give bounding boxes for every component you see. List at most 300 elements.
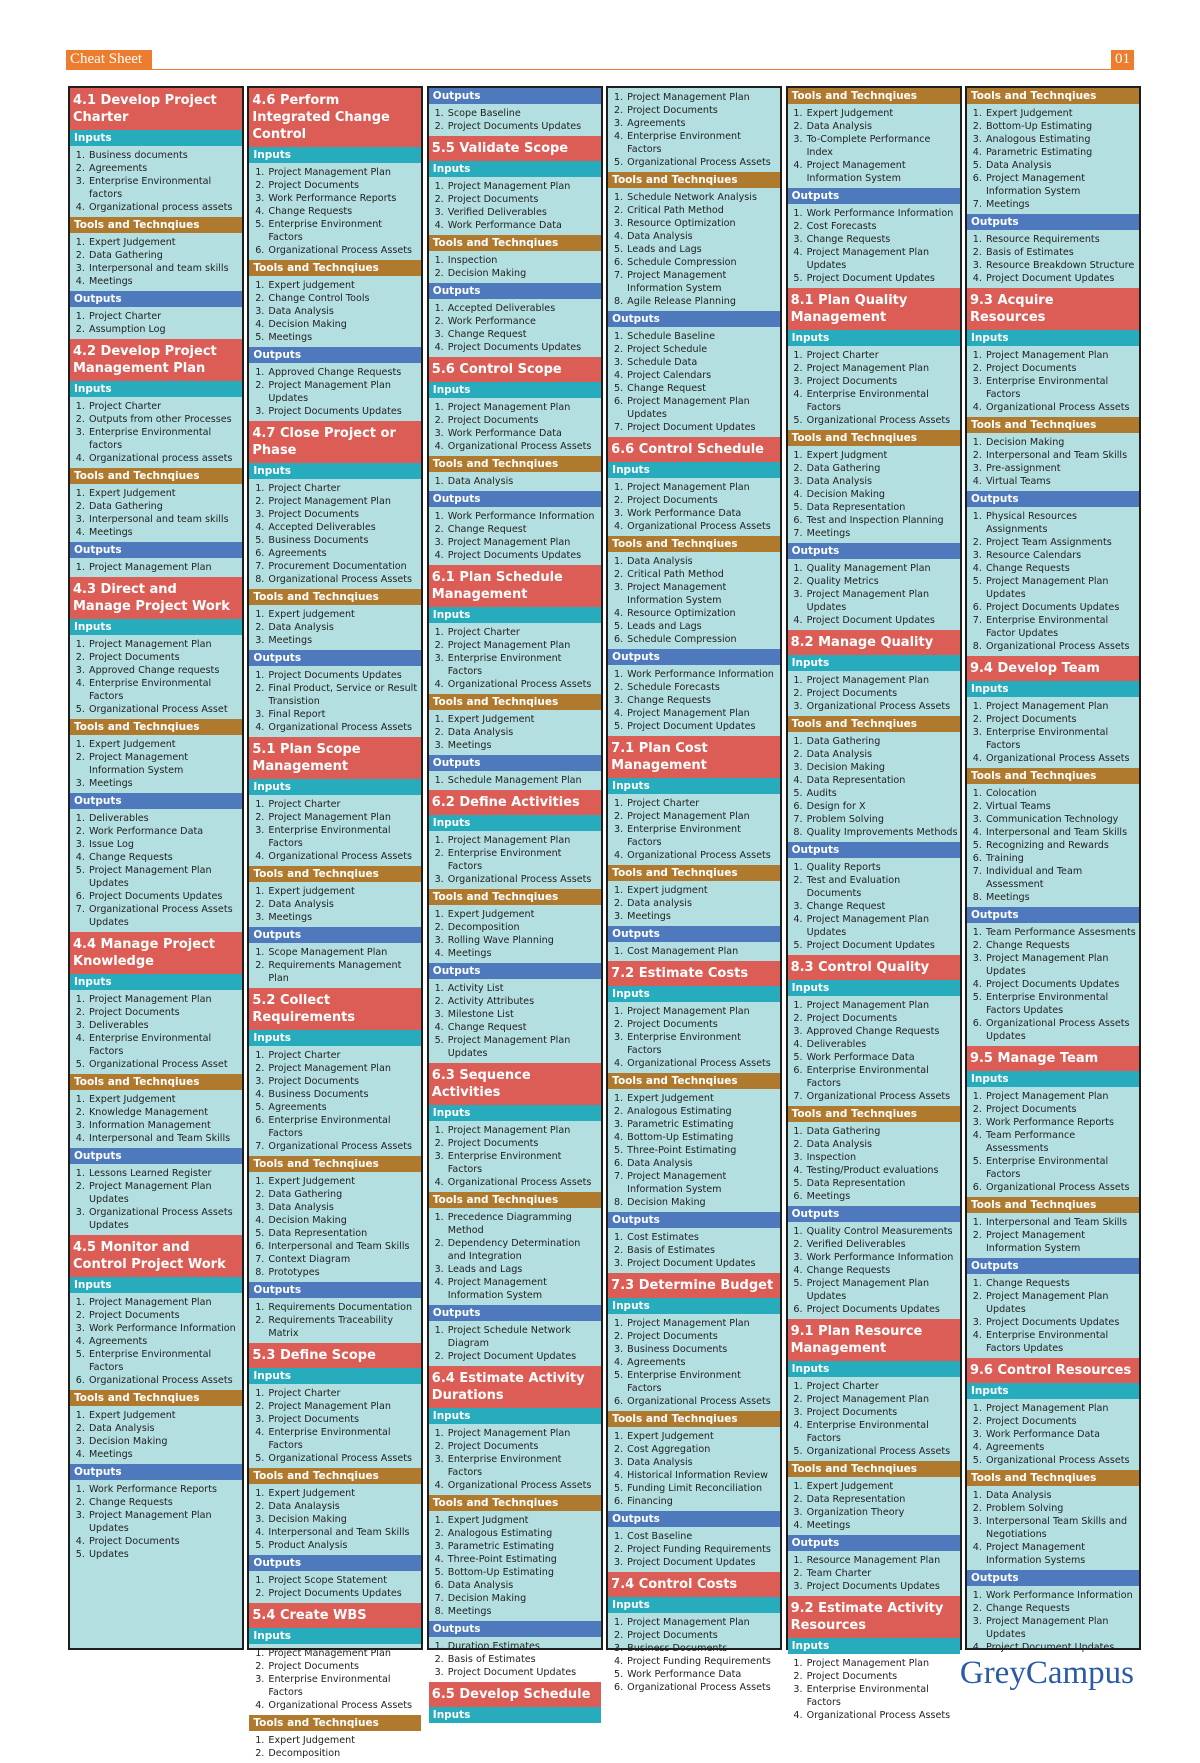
list-item: 2. Change Request <box>447 523 599 536</box>
item-list <box>70 1406 242 1464</box>
group-header: Tools and Technqiues <box>608 1073 780 1089</box>
list-item: 3. Project Documents Updates <box>267 405 419 418</box>
list-item: 4. Project Management Information Systems <box>985 1541 1137 1567</box>
item-list <box>788 446 960 543</box>
item-list <box>608 88 780 172</box>
item-list <box>429 710 601 755</box>
list-item: 1. Project Charter <box>626 797 778 810</box>
item-list <box>249 666 421 737</box>
list-item: 2. Final Product, Service or Result Transistion <box>267 682 419 708</box>
list-item: 3. Parametric Estimating <box>626 1118 778 1131</box>
list-item: 2. Project Documents <box>806 1012 958 1025</box>
list-item: 7. Individual and Team Assessment <box>985 865 1137 891</box>
list-item: 2. Project Management Plan <box>267 811 419 824</box>
item-list <box>70 397 242 468</box>
list-item: 2. Project Documents <box>447 193 599 206</box>
group-header: Tools and Technqiues <box>429 456 601 472</box>
group-header: Outputs <box>608 1511 780 1527</box>
list-item: 1. Change Requests <box>985 1277 1137 1290</box>
process-title: 5.1 Plan Scope Management <box>249 737 421 779</box>
list-item: 3. Data Analysis <box>267 1201 419 1214</box>
list-item: 2. Agreements <box>88 162 240 175</box>
group-header: Outputs <box>70 793 242 809</box>
list-item: 3. Leads and Lags <box>447 1263 599 1276</box>
list-item: 1. Activity List <box>447 982 599 995</box>
list-item: 4. Three-Point Estimating <box>447 1553 599 1566</box>
group-header: Outputs <box>429 963 601 979</box>
list-item: 3. Work Performance Data <box>626 507 778 520</box>
process-section <box>429 88 601 136</box>
list-item: 6. Project Management Plan Updates <box>626 395 778 421</box>
process-section <box>608 961 780 1273</box>
list-item: 1. Project Management Plan <box>447 401 599 414</box>
list-item: 6. Training <box>985 852 1137 865</box>
list-item: 4. Project Management Information System <box>447 1276 599 1302</box>
item-list <box>249 1731 421 1763</box>
column-6 <box>965 86 1141 1653</box>
process-title: 6.3 Sequence Activities <box>429 1063 601 1105</box>
list-item: 4. Enterprise Environmental Factors <box>806 388 958 414</box>
item-list <box>429 905 601 963</box>
list-item: 3. Work Performance Information <box>88 1322 240 1335</box>
item-list <box>608 1002 780 1073</box>
list-item: 2. Change Requests <box>985 939 1137 952</box>
item-list <box>249 1298 421 1343</box>
list-item: 2. Test and Evaluation Documents <box>806 874 958 900</box>
list-item: 2. Project Documents <box>985 713 1137 726</box>
list-item: 1. Expert Judgement <box>267 1175 419 1188</box>
group-header: Tools and Technqiues <box>967 88 1139 104</box>
list-item: 4. Data Analysis <box>626 230 778 243</box>
list-item: 2. Project Management Plan <box>806 1393 958 1406</box>
process-title: 6.2 Define Activities <box>429 790 601 815</box>
list-item: 2. Quality Metrics <box>806 575 958 588</box>
list-item: 1. Data Gathering <box>806 1125 958 1138</box>
group-header: Outputs <box>249 1282 421 1298</box>
group-header: Outputs <box>429 1621 601 1637</box>
list-item: 2. Data Analysis <box>447 726 599 739</box>
item-list <box>70 558 242 577</box>
process-section <box>788 88 960 288</box>
list-item: 3. Data Analysis <box>626 1456 778 1469</box>
list-item: 4. Meetings <box>806 1519 958 1532</box>
list-item: 4. Organizational Process Assets <box>267 850 419 863</box>
list-item: 2. Project Documents <box>88 1006 240 1019</box>
list-item: 3. Work Performance Reports <box>267 192 419 205</box>
process-title: 9.1 Plan Resource Management <box>788 1319 960 1361</box>
list-item: 2. Project Management Plan <box>447 639 599 652</box>
list-item: 4. Parametric Estimating <box>985 146 1137 159</box>
list-item: 6. Project Management Information System <box>985 172 1137 198</box>
list-item: 1. Project Management Plan <box>626 1005 778 1018</box>
list-item: 5. Work Performance Data <box>626 1668 778 1681</box>
item-list <box>788 559 960 630</box>
group-header: Inputs <box>608 778 780 794</box>
list-item: 6. Organizational Process Assets <box>626 1395 778 1408</box>
list-item: 2. Project Documents <box>626 1330 778 1343</box>
list-item: 3. Data Analysis <box>806 475 958 488</box>
group-header: Inputs <box>429 815 601 831</box>
list-item: 2. Decomposition <box>267 1747 419 1760</box>
process-title: 6.6 Control Schedule <box>608 437 780 462</box>
process-title: 8.2 Manage Quality <box>788 630 960 655</box>
list-item: 7. Enterprise Environmental Factor Updates <box>985 614 1137 640</box>
item-list <box>608 1527 780 1572</box>
list-item: 6. Schedule Compression <box>626 633 778 646</box>
list-item: 1. Work Performance Information <box>985 1589 1137 1602</box>
list-item: 8. Prototypes <box>267 1266 419 1279</box>
process-title: 5.2 Collect Requirements <box>249 988 421 1030</box>
list-item: 4. Project Management Plan <box>626 707 778 720</box>
list-item: 1. Expert Judgement <box>267 1487 419 1500</box>
list-item: 4. Enterprise Environmental Factors <box>806 1419 958 1445</box>
list-item: 5. Project Document Updates <box>806 939 958 952</box>
list-item: 4. Team Performance Assessments <box>985 1129 1137 1155</box>
process-section <box>70 932 242 1235</box>
item-list <box>249 943 421 988</box>
list-item: 2. Cost Forecasts <box>806 220 958 233</box>
list-item: 5. Enterprise Environmental Factors <box>985 1155 1137 1181</box>
list-item: 7. Problem Solving <box>806 813 958 826</box>
item-list <box>967 1274 1139 1358</box>
list-item: 2. Data Analysis <box>88 1422 240 1435</box>
list-item: 2. Project Documents <box>626 494 778 507</box>
list-item: 1. Project Charter <box>267 1049 419 1062</box>
list-item: 6. Data Analysis <box>626 1157 778 1170</box>
list-item: 1. Requirements Documentation <box>267 1301 419 1314</box>
list-item: 3. Project Documents <box>267 1413 419 1426</box>
group-header: Inputs <box>967 1071 1139 1087</box>
list-item: 1. Project Charter <box>447 626 599 639</box>
list-item: 5. Three-Point Estimating <box>626 1144 778 1157</box>
list-item: 5. Project Document Updates <box>806 272 958 285</box>
list-item: 2. Project Management Information System <box>985 1229 1137 1255</box>
list-item: 3. Analogous Estimating <box>985 133 1137 146</box>
list-item: 3. Decision Making <box>267 1513 419 1526</box>
list-item: 2. Decision Making <box>447 267 599 280</box>
item-list <box>788 1551 960 1596</box>
list-item: 7. Meetings <box>806 527 958 540</box>
cheat-sheet-label: Cheat Sheet <box>66 50 152 69</box>
list-item: 6. Interpersonal and Team Skills <box>267 1240 419 1253</box>
item-list <box>429 299 601 357</box>
group-header: Outputs <box>788 543 960 559</box>
list-item: 4. Meetings <box>88 526 240 539</box>
item-list <box>608 1228 780 1273</box>
group-header: Inputs <box>70 381 242 397</box>
process-title: 6.5 Develop Schedule <box>429 1682 601 1707</box>
list-item: 4. Accepted Deliverables <box>267 521 419 534</box>
list-item: 2. Project Documents <box>267 1660 419 1673</box>
list-item: 3. Business Documents <box>626 1343 778 1356</box>
list-item: 4. Interpersonal and Team Skills <box>267 1526 419 1539</box>
process-section <box>788 1596 960 1725</box>
list-item: 4. Organizational Process Assets <box>267 1699 419 1712</box>
item-list <box>429 251 601 283</box>
group-header: Tools and Technqiues <box>429 1192 601 1208</box>
list-item: 3. Enterprise Environment Factors <box>626 1031 778 1057</box>
item-list <box>70 735 242 793</box>
item-list <box>249 479 421 589</box>
process-title: 6.1 Plan Schedule Management <box>429 565 601 607</box>
list-item: 3. Enterprise Environment Factors <box>447 1150 599 1176</box>
group-header: Tools and Technqiues <box>429 694 601 710</box>
list-item: 6. Meetings <box>806 1190 958 1203</box>
list-item: 2. Dependency Determination and Integration <box>447 1237 599 1263</box>
list-item: 7. Organizational Process Assets Updates <box>88 903 240 929</box>
list-item: 1. Work Performance Information <box>806 207 958 220</box>
item-list <box>608 1089 780 1212</box>
list-item: 4. Virtual Teams <box>985 475 1137 488</box>
item-list <box>788 346 960 430</box>
list-item: 2. Project Documents <box>626 1018 778 1031</box>
item-list <box>249 276 421 347</box>
item-list <box>788 204 960 288</box>
list-item: 1. Expert judgment <box>626 884 778 897</box>
list-item: 3. Enterprise Environmental Factors <box>267 1673 419 1699</box>
list-item: 1. Project Management Plan <box>806 674 958 687</box>
list-item: 2. Interpersonal and Team Skills <box>985 449 1137 462</box>
item-list <box>70 484 242 542</box>
list-item: 5. Organizational Process Assets <box>985 1454 1137 1467</box>
group-header: Inputs <box>70 619 242 635</box>
process-title: 4.4 Manage Project Knowledge <box>70 932 242 974</box>
list-item: 3. Change Request <box>806 900 958 913</box>
list-item: 4. Historical Information Review <box>626 1469 778 1482</box>
list-item: 4. Data Representation <box>806 774 958 787</box>
process-section <box>429 1063 601 1366</box>
list-item: 1. Expert Judgement <box>88 738 240 751</box>
list-item: 1. Project Management Plan <box>985 700 1137 713</box>
list-item: 1. Project Management Plan <box>985 349 1137 362</box>
list-item: 1. Quality Reports <box>806 861 958 874</box>
list-item: 3. Project Documents <box>806 375 958 388</box>
list-item: 3. Interpersonal and team skills <box>88 262 240 275</box>
list-item: 4. Organizational Process Assets <box>626 1057 778 1070</box>
item-list <box>967 507 1139 656</box>
list-item: 7. Project Management Information System <box>626 269 778 295</box>
list-item: 8. Organizational Process Assets <box>985 640 1137 653</box>
brand-logo: GreyCampus <box>959 1655 1134 1691</box>
list-item: 4. Resource Optimization <box>626 607 778 620</box>
item-list <box>429 1208 601 1305</box>
process-section <box>608 1273 780 1572</box>
list-item: 2. Project Management Plan <box>267 495 419 508</box>
list-item: 2. Project Documents <box>626 1629 778 1642</box>
group-header: Inputs <box>70 974 242 990</box>
item-list <box>429 507 601 565</box>
process-section <box>967 656 1139 1046</box>
item-list <box>967 1399 1139 1470</box>
item-list <box>967 923 1139 1046</box>
list-item: 3. Organizational Process Assets <box>447 873 599 886</box>
process-title: 8.1 Plan Quality Management <box>788 288 960 330</box>
list-item: 5. Business Documents <box>267 534 419 547</box>
list-item: 1. Project Management Plan <box>626 481 778 494</box>
list-item: 1. Scope Management Plan <box>267 946 419 959</box>
group-header: Tools and Technqiues <box>70 719 242 735</box>
list-item: 4. Decision Making <box>806 488 958 501</box>
list-item: 1. Project Charter <box>88 400 240 413</box>
list-item: 4. Organizational process assets <box>88 201 240 214</box>
item-list <box>608 1613 780 1697</box>
list-item: 6. Agreements <box>267 547 419 560</box>
list-item: 3. Work Performance Information <box>806 1251 958 1264</box>
list-item: 2. Outputs from other Processes <box>88 413 240 426</box>
list-item: 4. Decision Making <box>267 1214 419 1227</box>
list-item: 1. Project Management Plan <box>626 91 778 104</box>
list-item: 6. Enterprise Environmental Factors <box>806 1064 958 1090</box>
list-item: 5. Updates <box>88 1548 240 1561</box>
item-list <box>788 996 960 1106</box>
list-item: 3. Project Documents <box>267 508 419 521</box>
group-header: Inputs <box>249 463 421 479</box>
item-list <box>608 665 780 736</box>
list-item: 3. Change Requests <box>806 233 958 246</box>
list-item: 2. Project Schedule <box>626 343 778 356</box>
list-item: 2. Change Control Tools <box>267 292 419 305</box>
list-item: 2. Bottom-Up Estimating <box>985 120 1137 133</box>
list-item: 8. Organizational Process Assets <box>267 573 419 586</box>
column-3 <box>427 86 603 1721</box>
list-item: 3. Project Document Updates <box>447 1666 599 1679</box>
list-item: 1. Project Management Plan <box>447 180 599 193</box>
group-header: Inputs <box>967 681 1139 697</box>
list-item: 3. Interpersonal and team skills <box>88 513 240 526</box>
list-item: 5. Change Request <box>626 382 778 395</box>
group-header: Inputs <box>788 655 960 671</box>
group-header: Outputs <box>429 88 601 104</box>
list-item: 5. Organizational Process Assets <box>626 156 778 169</box>
group-header: Tools and Technqiues <box>70 1390 242 1406</box>
list-item: 4. Change Requests <box>806 1264 958 1277</box>
process-section <box>70 1235 242 1564</box>
list-item: 1. Project Management Plan <box>88 1296 240 1309</box>
item-list <box>429 979 601 1063</box>
list-item: 2. Project Documents <box>88 1309 240 1322</box>
group-header: Outputs <box>967 491 1139 507</box>
list-item: 1. Project Management Plan <box>447 1124 599 1137</box>
list-item: 7. Project Document Updates <box>626 421 778 434</box>
list-item: 5. Meetings <box>267 331 419 344</box>
group-header: Inputs <box>788 980 960 996</box>
item-list <box>70 146 242 217</box>
list-item: 2. Project Management Plan Updates <box>985 1290 1137 1316</box>
list-item: 4. Interpersonal and Team Skills <box>985 826 1137 839</box>
item-list <box>249 363 421 421</box>
list-item: 3. Business Documents <box>626 1642 778 1655</box>
process-title: 6.4 Estimate Activity Durations <box>429 1366 601 1408</box>
list-item: 6. Project Documents Updates <box>985 601 1137 614</box>
list-item: 3. Enterprise Environment Factors <box>447 1453 599 1479</box>
list-item: 5. Project Management Plan Updates <box>806 1277 958 1303</box>
list-item: 3. Enterprise Environmental Factors <box>267 824 419 850</box>
list-item: 7. Organizational Process Assets <box>806 1090 958 1103</box>
list-item: 2. Project Documents Updates <box>267 1587 419 1600</box>
list-item: 1. Project Charter <box>806 349 958 362</box>
list-item: 3. Organization Theory <box>806 1506 958 1519</box>
list-item: 3. Resource Optimization <box>626 217 778 230</box>
list-item: 4. Bottom-Up Estimating <box>626 1131 778 1144</box>
list-item: 2. Analogous Estimating <box>626 1105 778 1118</box>
item-list <box>967 104 1139 214</box>
list-item: 3. Work Performance Data <box>985 1428 1137 1441</box>
list-item: 4. Project Calendars <box>626 369 778 382</box>
list-item: 1. Project Management Plan <box>806 1657 958 1670</box>
list-item: 2. Enterprise Environment Factors <box>447 847 599 873</box>
list-item: 1. Project Management Plan <box>806 999 958 1012</box>
process-section <box>608 437 780 736</box>
list-item: 2. Project Documents <box>806 1670 958 1683</box>
process-title: 9.6 Control Resources <box>967 1358 1139 1383</box>
list-item: 1. Data Analysis <box>985 1489 1137 1502</box>
group-header: Tools and Technqiues <box>70 217 242 233</box>
list-item: 4. Testing/Product evaluations <box>806 1164 958 1177</box>
process-section <box>967 1358 1139 1657</box>
list-item: 5. Agreements <box>267 1101 419 1114</box>
item-list <box>788 732 960 842</box>
list-item: 3. Parametric Estimating <box>447 1540 599 1553</box>
group-header: Outputs <box>788 1206 960 1222</box>
group-header: Outputs <box>788 1535 960 1551</box>
process-section <box>70 577 242 932</box>
group-header: Tools and Technqiues <box>249 589 421 605</box>
list-item: 4. Organizational Process Assets <box>626 520 778 533</box>
group-header: Inputs <box>429 1105 601 1121</box>
group-header: Outputs <box>608 926 780 942</box>
list-item: 5. Enterprise Environment Factors <box>267 218 419 244</box>
list-item: 4. Change Requests <box>267 205 419 218</box>
list-item: 2. Data Analaysis <box>267 1500 419 1513</box>
list-item: 3. Project Management Plan Updates <box>88 1509 240 1535</box>
list-item: 3. Project Documents Updates <box>985 1316 1137 1329</box>
group-header: Inputs <box>249 147 421 163</box>
list-item: 1. Project Charter <box>267 482 419 495</box>
list-item: 1. Cost Management Plan <box>626 945 778 958</box>
item-list <box>429 472 601 491</box>
list-item: 8. Decision Making <box>626 1196 778 1209</box>
process-section <box>249 1343 421 1603</box>
list-item: 2. Work Performance Data <box>88 825 240 838</box>
process-title: 4.1 Develop Project Charter <box>70 88 242 130</box>
item-list <box>608 552 780 649</box>
process-section <box>249 88 421 421</box>
list-item: 3. Project Management Plan <box>447 536 599 549</box>
list-item: 2. Project Management Plan Updates <box>267 379 419 405</box>
list-item: 4. Deliverables <box>806 1038 958 1051</box>
list-item: 1. Decision Making <box>985 436 1137 449</box>
group-header: Outputs <box>429 283 601 299</box>
list-item: 1. Expert Judgement <box>88 1093 240 1106</box>
list-item: 3. Meetings <box>447 739 599 752</box>
process-section <box>788 955 960 1319</box>
process-title: 9.3 Acquire Resources <box>967 288 1139 330</box>
list-item: 1. Project Charter <box>806 1380 958 1393</box>
list-item: 3. Communication Technology <box>985 813 1137 826</box>
list-item: 4. Organizational Process Assets <box>267 721 419 734</box>
group-header: Outputs <box>788 188 960 204</box>
item-list <box>788 1654 960 1725</box>
list-item: 2. Change Requests <box>985 1602 1137 1615</box>
list-item: 2. Decomposition <box>447 921 599 934</box>
list-item: 4. Enterprise Environmental Factors <box>88 1032 240 1058</box>
list-item: 4. Organizational Process Assets <box>447 1479 599 1492</box>
list-item: 7. Organizational Process Assets <box>267 1140 419 1153</box>
list-item: 8. Meetings <box>985 891 1137 904</box>
item-list <box>608 1314 780 1411</box>
process-section <box>429 136 601 357</box>
group-header: Tools and Technqiues <box>429 889 601 905</box>
